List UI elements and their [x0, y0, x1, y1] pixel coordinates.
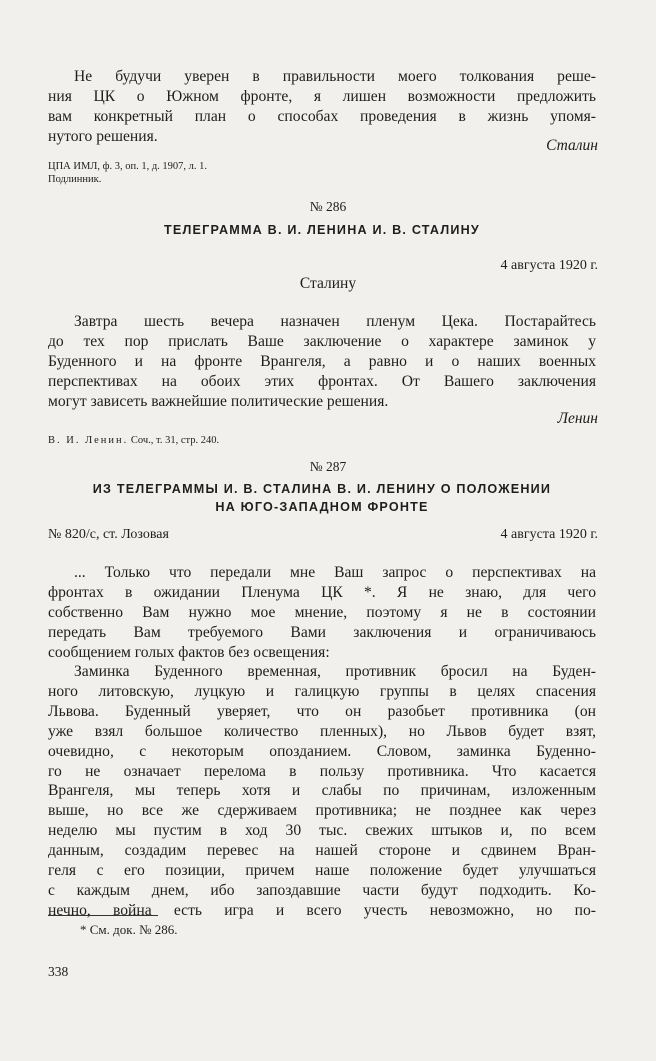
- doc-number-286: № 286: [309, 199, 347, 214]
- text-line: ... Только что передали мне Ваш запрос о перспективах на: [74, 564, 596, 581]
- text-line: Заминка Буденного временная, противник бросил на Буден-: [74, 663, 596, 680]
- source-line: ЦПА ИМЛ, ф. 3, оп. 1, д. 1907, л. 1.: [48, 161, 208, 172]
- addressee: Сталину: [299, 275, 357, 292]
- text-line: неделю мы пустим в ход 30 тыс. свежих штыков и, по всем: [48, 822, 596, 840]
- text-line: могут зависеть важнейшие политические решения.: [48, 392, 389, 410]
- text-line: фронтах в ожидании Пленума ЦК *. Я не знаю, для чего: [48, 583, 596, 601]
- telegram-286-body: [48, 312, 596, 412]
- source-rest: Соч., т. 31, стр. 240.: [130, 435, 220, 446]
- text-line: Врангеля, мы теперь хотя и слабы по причинам, изложенным: [48, 782, 596, 800]
- text-line: до тех пор прислать Ваше заключение о характере заминок у: [48, 332, 596, 350]
- title-line: НА ЮГО-ЗАПАДНОМ ФРОНТЕ: [215, 500, 429, 514]
- text-line: сообщением голых фактов без освещения:: [48, 643, 330, 661]
- text-line: Завтра шесть вечера назначен пленум Цека. Постарайтесь: [74, 313, 596, 330]
- publication-source: [48, 434, 219, 447]
- text-line: передать Вам требуемого Вами заключения и ограничиваюсь: [48, 623, 596, 641]
- text-line: выше, но все же сдерживаем противника; не позднее как через: [48, 802, 596, 820]
- text-line: ного литовскую, луцкую и галицкую группы в целях спасения: [48, 682, 596, 700]
- title-line: ИЗ ТЕЛЕГРАММЫ И. В. СТАЛИНА В. И. ЛЕНИНУ О ПОЛОЖЕНИИ: [92, 482, 552, 496]
- footnote: * См. док. № 286.: [80, 922, 178, 937]
- text-line: вам конкретный план о способах проведения в жизнь упомя-: [48, 107, 596, 125]
- text-line: с каждым днем, ибо запоздавшие части будут подходить. Ко-: [48, 881, 596, 899]
- text-line: собственно Вам нужно мое мнение, поэтому я не в состоянии: [48, 603, 596, 621]
- archive-source: [48, 160, 207, 186]
- text-line: Буденного и на фронте Врангеля, а равно и о наших военных: [48, 352, 596, 370]
- text-line: нечно, война есть игра и всего учесть невозможно, но по-: [48, 901, 596, 919]
- doc-date-287: 4 августа 1920 г.: [500, 527, 598, 542]
- text-line: очевидно, с некоторым опозданием. Словом, заминка Буденно-: [48, 742, 596, 760]
- signature-lenin: Ленин: [557, 410, 598, 427]
- source-author: В. И. Ленин.: [48, 435, 129, 446]
- footnote-divider: [48, 915, 158, 916]
- doc-title-286: ТЕЛЕГРАММА В. И. ЛЕНИНА И. В. СТАЛИНУ: [164, 223, 480, 237]
- telegram-287-paragraph-1: [48, 563, 596, 663]
- page-number: 338: [48, 964, 69, 979]
- intro-paragraph: [48, 67, 596, 147]
- signature-stalin: Сталин: [546, 137, 598, 154]
- text-line: Не будучи уверен в правильности моего толкования реше-: [74, 68, 596, 85]
- text-line: ния ЦК о Южном фронте, я лишен возможности предложить: [48, 87, 596, 105]
- doc-title-287: [48, 480, 596, 516]
- text-line: геля с его позиции, причем наше положение будет улучшаться: [48, 862, 596, 880]
- text-line: нутого решения.: [48, 127, 158, 145]
- telegram-ref: № 820/с, ст. Лозовая: [48, 527, 169, 542]
- doc-date-286: 4 августа 1920 г.: [500, 258, 598, 273]
- text-line: данным, создадим перевес на нашей стороне и сдвинем Вран-: [48, 842, 596, 860]
- doc-number-287: № 287: [309, 459, 347, 474]
- text-line: го не означает перелома в пользу противника. Что касается: [48, 762, 596, 780]
- text-line: перспективах на обоих этих фронтах. От Вашего заключения: [48, 372, 596, 390]
- source-line: Подлинник.: [48, 174, 102, 185]
- telegram-287-paragraph-2: [48, 662, 596, 921]
- text-line: Львова. Буденный уверяет, что он разобьет противника (он: [48, 702, 596, 720]
- text-line: уже взял большое количество пленных), но Львов будет взят,: [48, 722, 596, 740]
